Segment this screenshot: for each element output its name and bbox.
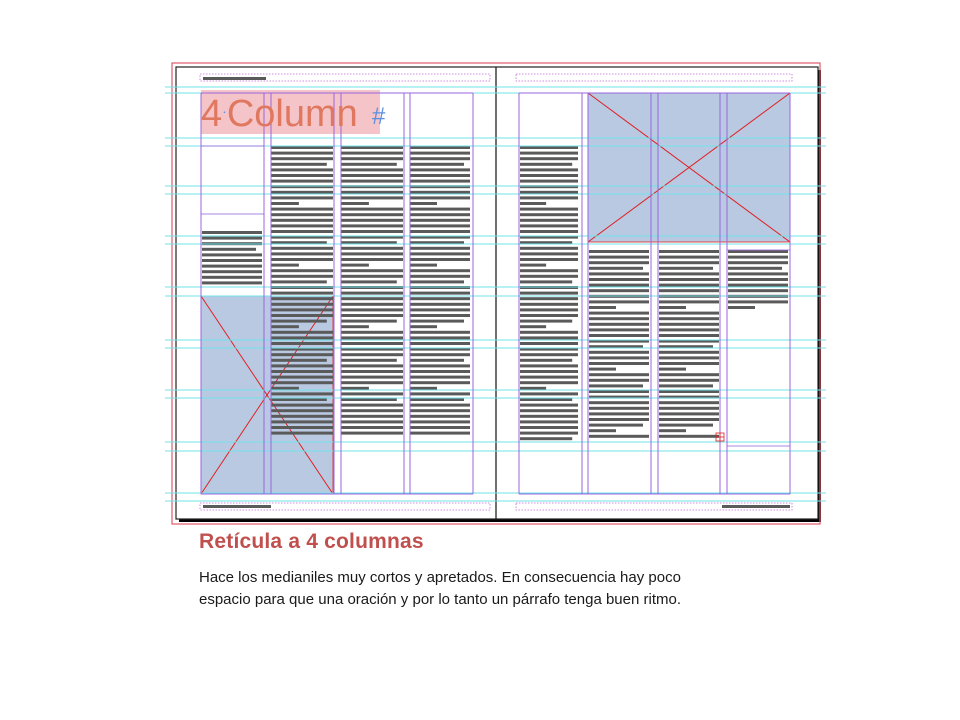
text-column-r1-line xyxy=(520,264,546,267)
text-column-r1-line xyxy=(520,230,578,233)
text-column-l4-line xyxy=(410,163,464,166)
text-column-r2-line xyxy=(589,250,649,253)
text-column-r2-line xyxy=(589,351,649,354)
text-column-l2-line xyxy=(271,336,333,339)
text-column-l2-line xyxy=(271,230,333,233)
text-column-r4-line xyxy=(728,267,782,270)
text-column-r1-line xyxy=(520,252,578,255)
text-column-l4-line xyxy=(410,224,470,227)
text-column-r1-line xyxy=(520,308,578,311)
text-column-r3-line xyxy=(659,351,719,354)
text-column-r1-line xyxy=(520,387,546,390)
text-column-l3-line xyxy=(341,297,403,300)
text-column-l1-line xyxy=(202,281,262,284)
text-column-l4-line xyxy=(410,230,470,233)
text-column-l3-line xyxy=(341,202,369,205)
text-column-l1-line xyxy=(202,248,256,251)
text-column-r2-line xyxy=(589,300,649,303)
text-column-l4-line xyxy=(410,297,470,300)
text-column-l2-line xyxy=(271,174,333,177)
caption-body xyxy=(199,567,799,611)
text-column-r3-line xyxy=(659,323,719,326)
text-column-r3-line xyxy=(659,256,719,259)
text-column-l3-line xyxy=(341,163,397,166)
text-column-r1-line xyxy=(520,286,578,289)
text-column-l2-line xyxy=(271,213,333,216)
text-column-l4-line xyxy=(410,376,470,379)
text-column-r1-line xyxy=(520,342,578,345)
text-column-r2-line xyxy=(589,407,649,410)
text-column-l2-line xyxy=(271,152,333,155)
text-column-r2-line xyxy=(589,306,616,309)
text-column-r3-line xyxy=(659,412,719,415)
text-column-l3-line xyxy=(341,219,403,222)
text-column-l4-line xyxy=(410,174,470,177)
text-column-r2-line xyxy=(589,368,616,371)
text-column-r3-line xyxy=(659,250,719,253)
text-column-l2-line xyxy=(271,409,333,412)
text-column-r2-line xyxy=(589,334,649,337)
text-column-r2-line xyxy=(589,401,649,404)
text-column-r1-line xyxy=(520,280,572,283)
text-column-r1-line xyxy=(520,426,578,429)
text-column-r3-line xyxy=(659,401,719,404)
text-column-r3-line xyxy=(659,272,719,275)
text-column-r4-line xyxy=(728,250,788,253)
text-column-l4-line xyxy=(410,280,464,283)
text-column-l2-line xyxy=(271,280,327,283)
text-column-l3-line xyxy=(341,168,403,171)
text-column-r1-line xyxy=(520,191,578,194)
text-column-r1-line xyxy=(520,303,578,306)
text-column-r2-line xyxy=(589,267,643,270)
folio-left xyxy=(203,505,271,508)
text-column-l4-line xyxy=(410,392,470,395)
text-column-l1-line xyxy=(202,270,262,273)
text-column-l4-line xyxy=(410,398,464,401)
text-column-l3-line xyxy=(341,376,403,379)
text-column-l2-line xyxy=(271,342,333,345)
text-column-r3-line xyxy=(659,384,713,387)
text-column-r1-line xyxy=(520,208,578,211)
text-column-l2-line xyxy=(271,308,333,311)
text-column-l2-line xyxy=(271,196,333,199)
text-column-r1-line xyxy=(520,432,578,435)
text-column-r2-line xyxy=(589,328,649,331)
text-column-l3-line xyxy=(341,336,403,339)
text-column-l1-line xyxy=(202,276,262,279)
text-column-l4-line xyxy=(410,264,437,267)
text-column-l3-line xyxy=(341,364,403,367)
text-column-l2-line xyxy=(271,314,333,317)
text-column-l2-line xyxy=(271,381,333,384)
text-column-l3-line xyxy=(341,258,403,261)
text-column-l4-line xyxy=(410,381,470,384)
text-column-l2-line xyxy=(271,208,333,211)
text-column-l2-line xyxy=(271,404,333,407)
text-column-r4-line xyxy=(728,289,788,292)
text-column-r3-line xyxy=(659,284,719,287)
text-column-r1-line xyxy=(520,168,578,171)
text-column-l4-line xyxy=(410,258,470,261)
text-column-l4-line xyxy=(410,292,470,295)
text-column-r1-line xyxy=(520,314,578,317)
text-column-r1-line xyxy=(520,336,578,339)
text-column-l4-line xyxy=(410,404,470,407)
text-column-l3-line xyxy=(341,353,403,356)
text-column-r1-line xyxy=(520,415,578,418)
text-column-l3-line xyxy=(341,398,397,401)
text-column-l3-line xyxy=(341,370,403,373)
text-column-l4-line xyxy=(410,219,470,222)
text-column-r2-line xyxy=(589,317,649,320)
text-column-l3-line xyxy=(341,308,403,311)
text-column-l2-line xyxy=(271,168,333,171)
text-column-r2-line xyxy=(589,272,649,275)
text-column-l2-line xyxy=(271,258,333,261)
text-column-r1-line xyxy=(520,163,572,166)
text-column-l4-line xyxy=(410,409,470,412)
text-column-r1-line xyxy=(520,325,546,328)
text-column-l2-line xyxy=(271,297,333,300)
text-column-l3-line xyxy=(341,325,369,328)
text-column-r1-line xyxy=(520,196,578,199)
text-column-l4-line xyxy=(410,275,470,278)
text-column-r2-line xyxy=(589,424,643,427)
text-column-l2-line xyxy=(271,398,327,401)
title-number: 4 xyxy=(201,93,223,135)
text-column-r1-line xyxy=(520,180,578,183)
text-column-l1-line xyxy=(202,259,262,262)
text-column-l3-line xyxy=(341,252,403,255)
text-column-l3-line xyxy=(341,280,397,283)
text-column-l4-line xyxy=(410,342,470,345)
text-column-r1-line xyxy=(520,152,578,155)
text-column-l2-line xyxy=(271,157,333,160)
text-column-l2-line xyxy=(271,264,299,267)
text-column-l4-line xyxy=(410,157,470,160)
text-column-l4-line xyxy=(410,314,470,317)
text-column-r3-line xyxy=(659,368,686,371)
text-column-r4-line xyxy=(728,300,788,303)
text-column-l3-line xyxy=(341,426,403,429)
text-column-l4-line xyxy=(410,415,470,418)
caption-line-2: espacio para que una oración y por lo tanto un párrafo tenga buen ritmo. xyxy=(199,591,681,608)
text-column-r2-line xyxy=(589,256,649,259)
text-column-r2-line xyxy=(589,278,649,281)
text-column-r3-line xyxy=(659,424,713,427)
text-column-r3-line xyxy=(659,267,713,270)
text-column-l2-line xyxy=(271,292,333,295)
text-column-l2-line xyxy=(271,163,327,166)
text-column-l3-line xyxy=(341,409,403,412)
text-column-l4-line xyxy=(410,308,470,311)
text-column-l3-line xyxy=(341,404,403,407)
text-column-r2-line xyxy=(589,284,649,287)
text-column-l4-line xyxy=(410,168,470,171)
text-column-l4-line xyxy=(410,331,470,334)
text-column-l4-line xyxy=(410,303,470,306)
text-column-l3-line xyxy=(341,191,403,194)
text-column-r3-line xyxy=(659,379,719,382)
text-column-r3-line xyxy=(659,300,719,303)
text-column-r2-line xyxy=(589,379,649,382)
text-column-l4-line xyxy=(410,208,470,211)
text-column-l2-line xyxy=(271,247,333,250)
text-column-l3-line xyxy=(341,432,403,435)
space-marker: · xyxy=(222,103,227,119)
text-column-l3-line xyxy=(341,196,403,199)
text-column-l2-line xyxy=(271,224,333,227)
text-column-r2-line xyxy=(589,261,649,264)
text-column-r2-line xyxy=(589,373,649,376)
text-column-r3-line xyxy=(659,312,719,315)
text-column-l2-line xyxy=(271,320,327,323)
text-column-l3-line xyxy=(341,152,403,155)
text-column-l2-line xyxy=(271,432,333,435)
text-column-r3-line xyxy=(659,306,686,309)
text-column-l3-line xyxy=(341,415,403,418)
text-column-l1-line xyxy=(202,253,262,256)
text-column-r3-line xyxy=(659,373,719,376)
text-column-r1-line xyxy=(520,157,578,160)
text-column-l3-line xyxy=(341,264,369,267)
text-column-l3-line xyxy=(341,208,403,211)
text-column-r4-line xyxy=(728,306,755,309)
text-column-r2-line xyxy=(589,435,649,438)
text-column-l1-line xyxy=(202,237,262,240)
text-column-l4-line xyxy=(410,269,470,272)
text-column-r1-line xyxy=(520,409,578,412)
text-column-l3-line xyxy=(341,420,403,423)
text-column-l4-line xyxy=(410,420,470,423)
text-column-r1-line xyxy=(520,404,578,407)
text-column-r2-line xyxy=(589,323,649,326)
text-column-r1-line xyxy=(520,420,578,423)
caption-line-1: Hace los medianiles muy cortos y apretados. En consecuencia hay poco xyxy=(199,569,681,586)
text-column-r3-line xyxy=(659,418,719,421)
text-column-l3-line xyxy=(341,174,403,177)
text-column-r3-line xyxy=(659,390,719,393)
text-column-r1-line xyxy=(520,292,578,295)
text-column-l4-line xyxy=(410,191,470,194)
text-column-l3-line xyxy=(341,314,403,317)
text-column-l2-line xyxy=(271,191,333,194)
text-column-l4-line xyxy=(410,353,470,356)
text-column-r3-line xyxy=(659,289,719,292)
text-column-r1-line xyxy=(520,219,578,222)
text-column-l4-line xyxy=(410,359,464,362)
text-column-r1-line xyxy=(520,353,578,356)
text-column-l4-line xyxy=(410,252,470,255)
text-column-r1-line xyxy=(520,258,578,261)
text-column-r1-line xyxy=(520,359,572,362)
text-column-r3-line xyxy=(659,278,719,281)
text-column-l4-line xyxy=(410,387,437,390)
text-column-r2-line xyxy=(589,412,649,415)
text-column-r1-line xyxy=(520,381,578,384)
text-column-l4-line xyxy=(410,196,470,199)
text-column-l3-line xyxy=(341,230,403,233)
text-column-r1-line xyxy=(520,202,546,205)
text-column-l2-line xyxy=(271,415,333,418)
text-column-r2-line xyxy=(589,418,649,421)
text-column-r1-line xyxy=(520,275,578,278)
text-column-l2-line xyxy=(271,376,333,379)
text-column-l3-line xyxy=(341,381,403,384)
text-column-r1-line xyxy=(520,376,578,379)
text-column-r2-line xyxy=(589,289,649,292)
text-column-l4-line xyxy=(410,364,470,367)
text-column-l2-line xyxy=(271,252,333,255)
text-column-l3-line xyxy=(341,392,403,395)
text-column-r1-line xyxy=(520,398,572,401)
text-column-r1-line xyxy=(520,370,578,373)
text-column-l4-line xyxy=(410,320,464,323)
text-column-l1-line xyxy=(202,231,262,234)
text-column-l3-line xyxy=(341,292,403,295)
text-column-l4-line xyxy=(410,213,470,216)
text-column-r2-line xyxy=(589,356,649,359)
text-column-l4-line xyxy=(410,370,470,373)
text-column-r2-line xyxy=(589,362,649,365)
text-column-r4-line xyxy=(728,284,788,287)
text-column-r1-line xyxy=(520,269,578,272)
text-column-l3-line xyxy=(341,275,403,278)
text-column-l2-line xyxy=(271,353,333,356)
text-column-l2-line xyxy=(271,359,327,362)
running-head-left xyxy=(203,77,266,80)
text-column-r1-line xyxy=(520,364,578,367)
text-column-l2-line xyxy=(271,180,333,183)
text-column-l4-line xyxy=(410,180,470,183)
text-column-l2-line xyxy=(271,370,333,373)
text-column-r2-line xyxy=(589,312,649,315)
text-column-r3-line xyxy=(659,407,719,410)
text-column-r3-line xyxy=(659,317,719,320)
text-column-l1-line xyxy=(202,265,262,268)
text-column-l4-line xyxy=(410,152,470,155)
text-column-l3-line xyxy=(341,247,403,250)
text-column-r1-line xyxy=(520,320,572,323)
text-column-r3-line xyxy=(659,261,719,264)
text-column-l3-line xyxy=(341,359,397,362)
text-column-l4-line xyxy=(410,426,470,429)
text-column-l4-line xyxy=(410,336,470,339)
text-column-l2-line xyxy=(271,275,333,278)
text-column-r4-line xyxy=(728,272,788,275)
text-column-l2-line xyxy=(271,303,333,306)
text-column-r3-line xyxy=(659,334,719,337)
text-column-r3-line xyxy=(659,435,719,438)
text-column-l3-line xyxy=(341,286,403,289)
folio-right xyxy=(722,505,790,508)
text-column-l4-line xyxy=(410,247,470,250)
text-column-r2-line xyxy=(589,429,616,432)
text-column-l3-line xyxy=(341,157,403,160)
text-column-l2-line xyxy=(271,202,299,205)
text-column-r2-line xyxy=(589,390,649,393)
text-column-r1-line xyxy=(520,224,578,227)
text-column-l2-line xyxy=(271,364,333,367)
text-column-l3-line xyxy=(341,213,403,216)
text-column-r3-line xyxy=(659,362,719,365)
text-column-l3-line xyxy=(341,320,397,323)
text-column-r1-line xyxy=(520,297,578,300)
text-column-r4-line xyxy=(728,256,788,259)
text-column-l2-line xyxy=(271,269,333,272)
text-column-l3-line xyxy=(341,342,403,345)
text-column-r3-line xyxy=(659,356,719,359)
caption-heading: Retícula a 4 columnas xyxy=(199,530,424,553)
text-column-l2-line xyxy=(271,286,333,289)
text-column-l2-line xyxy=(271,219,333,222)
text-column-l2-line xyxy=(271,331,333,334)
title-word: Column xyxy=(226,93,358,135)
text-column-r1-line xyxy=(520,331,578,334)
text-column-l2-line xyxy=(271,426,333,429)
text-column-r4-line xyxy=(728,261,788,264)
text-column-l2-line xyxy=(271,387,299,390)
text-column-l3-line xyxy=(341,331,403,334)
text-column-l3-line xyxy=(341,303,403,306)
text-column-l4-line xyxy=(410,202,437,205)
text-column-l2-line xyxy=(271,325,299,328)
text-column-l4-line xyxy=(410,325,437,328)
text-column-l2-line xyxy=(271,420,333,423)
text-column-l4-line xyxy=(410,286,470,289)
text-column-l3-line xyxy=(341,180,403,183)
text-column-r3-line xyxy=(659,429,686,432)
text-column-r2-line xyxy=(589,384,643,387)
text-column-l3-line xyxy=(341,269,403,272)
text-column-l3-line xyxy=(341,387,369,390)
text-column-r1-line xyxy=(520,392,578,395)
text-column-r3-line xyxy=(659,328,719,331)
text-column-r1-line xyxy=(520,247,578,250)
text-column-l4-line xyxy=(410,432,470,435)
end-of-story-marker: # xyxy=(372,103,386,130)
text-column-r1-line xyxy=(520,437,572,440)
text-column-l3-line xyxy=(341,224,403,227)
text-column-l2-line xyxy=(271,392,333,395)
text-column-r1-line xyxy=(520,213,578,216)
text-column-r4-line xyxy=(728,278,788,281)
text-column-r1-line xyxy=(520,174,578,177)
